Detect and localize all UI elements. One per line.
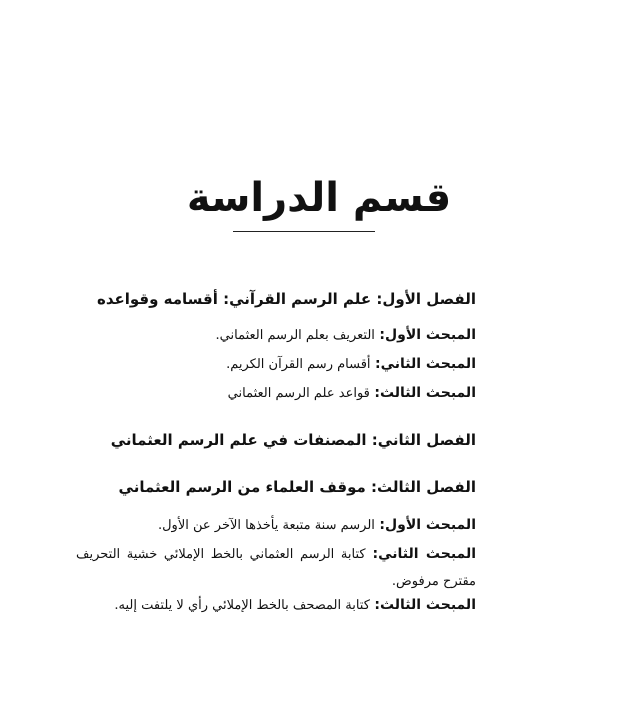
section-3-2: [76, 541, 476, 595]
page-title: قسم الدراسة: [186, 175, 452, 221]
section-text: التعريف بعلم الرسم العثماني.: [215, 328, 375, 343]
section-3-1: [158, 515, 476, 536]
section-label: المبحث الأول:: [379, 517, 476, 533]
section-1-3: [228, 383, 476, 404]
section-text: كتابة المصحف بالخط الإملائي رأي لا يلتفت إليه.: [114, 598, 370, 613]
section-text: قواعد علم الرسم العثماني: [227, 386, 370, 401]
section-text: الرسم سنة متبعة يأخذها الآخر عن الأول.: [157, 518, 375, 533]
section-label: المبحث الثاني:: [372, 546, 476, 562]
section-1-1: [216, 325, 476, 346]
section-label: المبحث الأول:: [379, 327, 476, 343]
section-label: المبحث الثالث:: [374, 597, 476, 613]
title-underline: [233, 231, 375, 232]
section-text: أقسام رسم القرآن الكريم.: [226, 357, 371, 372]
section-label: المبحث الثالث:: [374, 385, 476, 401]
chapter-heading-3: الفصل الثالث: موقف العلماء من الرسم العثماني: [118, 478, 476, 496]
chapter-heading-1: الفصل الأول: علم الرسم القرآني: أقسامه وقواعده: [96, 290, 476, 308]
chapter-heading-2: الفصل الثاني: المصنفات في علم الرسم العثماني: [110, 431, 476, 449]
section-3-3: [114, 595, 476, 616]
section-label: المبحث الثاني:: [375, 356, 476, 372]
section-1-2: [226, 354, 476, 375]
section-text: كتابة الرسم العثماني بالخط الإملائي خشية التحريف مقترح مرفوض.: [76, 547, 476, 589]
